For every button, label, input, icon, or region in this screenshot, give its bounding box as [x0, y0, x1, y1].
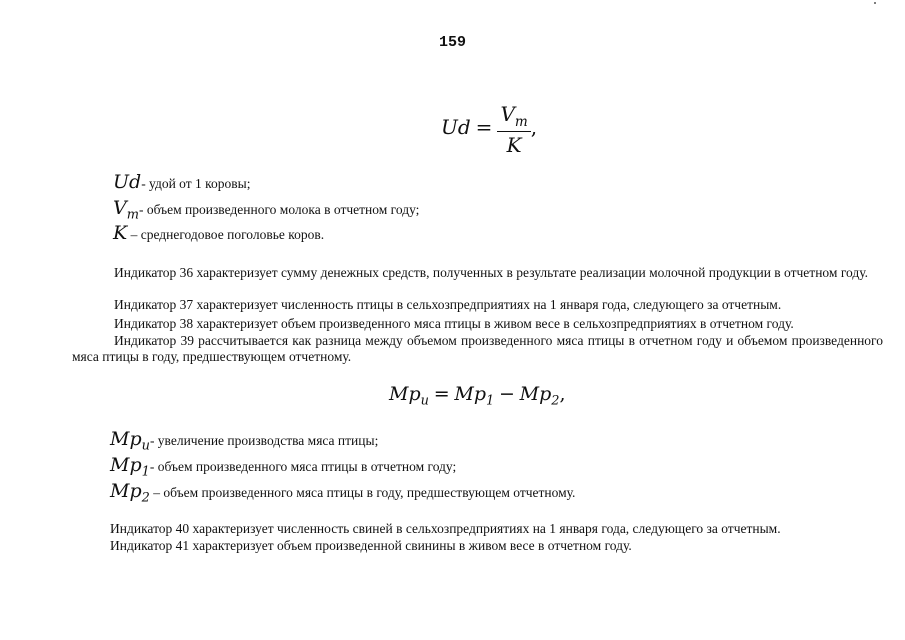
formula-lhs: $Mp_u$ — [389, 383, 429, 409]
definition-symbol: K — [113, 222, 128, 244]
formula-comma: , — [530, 114, 538, 139]
formula-equals: = — [475, 114, 493, 139]
fraction-numerator: $V_m$ — [497, 102, 530, 132]
definition-text: - объем произведенного мяса птицы в отчетном году; — [149, 459, 457, 474]
formula-equals: = — [433, 383, 450, 405]
scan-speck — [874, 2, 876, 4]
definition-text: – объем произведенного мяса птицы в году, предшествующем отчетному. — [149, 485, 576, 500]
formula-term-1: $Mp_1$ — [454, 383, 495, 409]
formula-fraction — [497, 102, 530, 157]
definition-symbol: $V_m$ — [113, 197, 139, 223]
page-number: 159 — [438, 34, 466, 51]
definition-symbol: Ud — [113, 171, 142, 193]
definition-text: - объем произведенного молока в отчетном году; — [138, 202, 420, 217]
formula-poultry-growth — [389, 383, 566, 409]
paragraph-indicator-41: Индикатор 41 характеризует объем произведенной свинины в живом весе в отчетном году. — [110, 538, 632, 553]
definition-k — [113, 222, 324, 244]
paragraph-indicator-38: Индикатор 38 характеризует объем произведенного мяса птицы в живом весе в сельхозпредприятиях в отчетном году. — [114, 316, 794, 331]
formula-term-2: $Mp_2$ — [519, 383, 560, 409]
paragraph-indicator-40: Индикатор 40 характеризует численность свиней в сельхозпредприятиях на 1 января года, следующего за отчетным. — [110, 521, 781, 536]
definition-vm — [113, 197, 419, 223]
definition-mp1 — [110, 454, 456, 480]
paragraph-indicator-36: Индикатор 36 характеризует сумму денежных средств, полученных в результате реализации молочной продукции в отчетном году. — [114, 265, 869, 280]
paragraph-indicator-39: Индикатор 39 рассчитывается как разница между объемом произведенного мяса птицы в отчетном году и объемом произведенного мяса птицы в году, предшествующем отчетному. — [72, 333, 883, 364]
definition-text: - увеличение производства мяса птицы; — [149, 433, 379, 448]
fraction-denominator: K — [506, 132, 522, 157]
definition-mpu — [110, 428, 378, 454]
definition-text: - удой от 1 коровы; — [141, 176, 251, 191]
definition-symbol: $Mp_1$ — [110, 454, 150, 480]
definition-ud — [113, 171, 250, 193]
formula-milk-yield — [441, 102, 537, 157]
definition-symbol: $Mp_2$ — [110, 480, 150, 506]
formula-minus: − — [498, 383, 515, 405]
definition-symbol: $Mp_u$ — [110, 428, 150, 454]
formula-lhs: Ud — [441, 114, 471, 139]
definition-mp2 — [110, 480, 575, 506]
formula-comma: , — [559, 383, 566, 405]
paragraph-indicator-37: Индикатор 37 характеризует численность птицы в сельхозпредприятиях на 1 января года, следующего за отчетным. — [114, 297, 782, 312]
definition-text: – среднегодовое поголовье коров. — [127, 227, 325, 242]
